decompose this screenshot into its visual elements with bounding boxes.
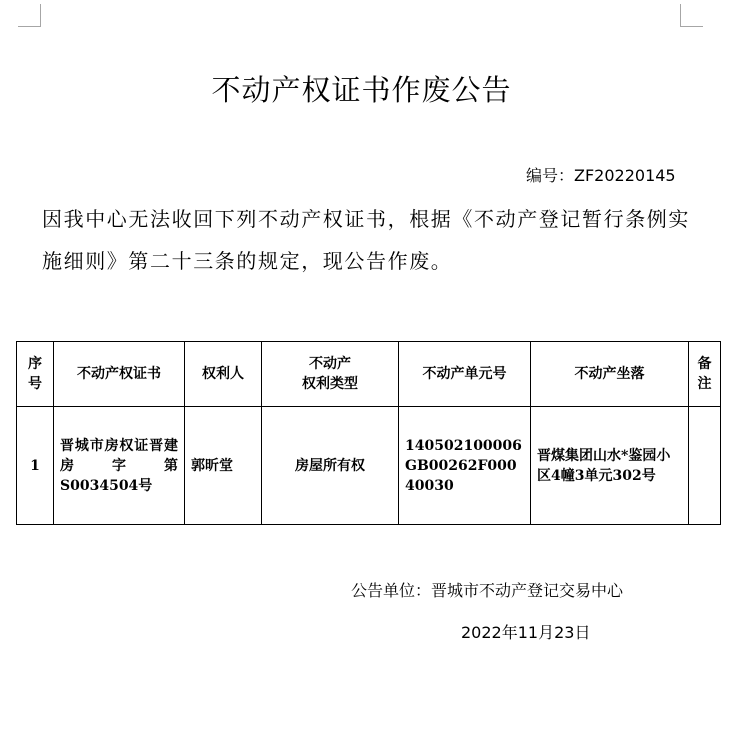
- header-right-type-line1: 不动产: [309, 356, 351, 372]
- header-seq: 序号: [17, 342, 54, 407]
- cell-holder: 郭昕堂: [185, 407, 262, 525]
- page-title: 不动产权证书作废公告: [211, 73, 512, 107]
- header-holder: 权利人: [185, 342, 262, 407]
- cell-unit-no: 140502100006GB00262F00040030: [399, 407, 531, 525]
- cell-location: 晋煤集团山水*鉴园小区4幢3单元302号: [531, 407, 689, 525]
- cell-right-type: 房屋所有权: [262, 407, 399, 525]
- header-location: 不动产坐落: [531, 342, 689, 407]
- header-unit-no: 不动产单元号: [399, 342, 531, 407]
- cell-seq: 1: [17, 407, 54, 525]
- cell-remark: [689, 407, 721, 525]
- certificate-table: [16, 341, 721, 525]
- table-header-row: [17, 342, 721, 407]
- table-row: [17, 407, 721, 525]
- announcement-body: 因我中心无法收回下列不动产权证书，根据《不动产登记暂行条例实施细则》第二十三条的规定，现公告作废。: [42, 207, 690, 273]
- header-right-type-line2: 权利类型: [302, 376, 358, 392]
- header-right-type: [262, 342, 399, 407]
- issuing-unit: 公告单位：晋城市不动产登记交易中心: [351, 581, 624, 600]
- cell-cert: 晋城市房权证晋建房字第S0034504号: [54, 407, 185, 525]
- header-cert: 不动产权证书: [54, 342, 185, 407]
- header-remark: 备注: [689, 342, 721, 407]
- page-corner-mark-top-left: [18, 4, 41, 27]
- document-number: 编号：ZF20220145: [526, 166, 676, 185]
- page-corner-mark-top-right: [680, 4, 703, 27]
- announcement-date: 2022年11月23日: [461, 623, 591, 642]
